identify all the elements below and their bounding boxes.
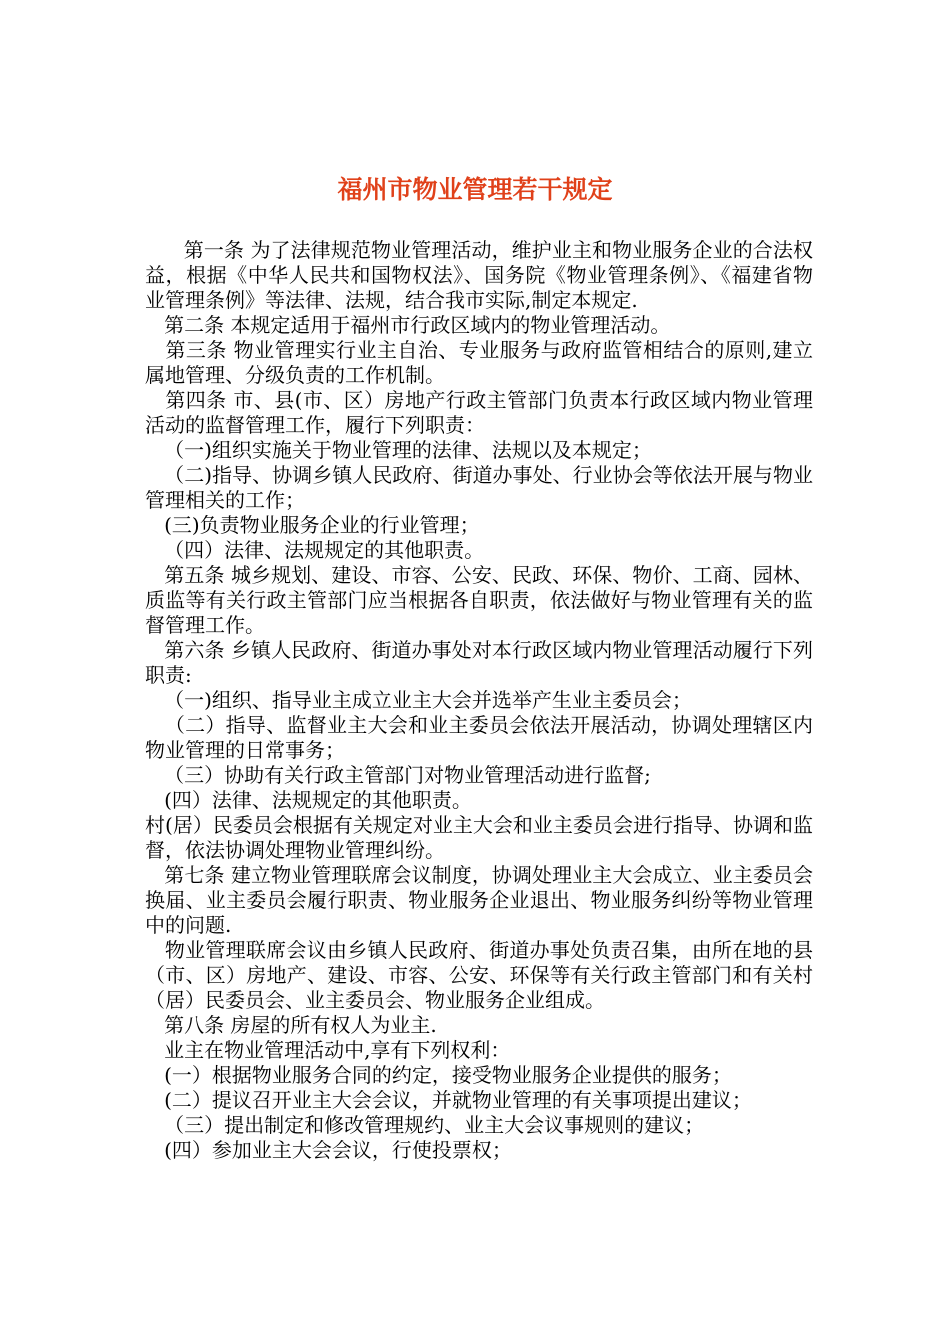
paragraph-article-6-item-1: （一)组织、指导业主成立业主大会并选举产生业主委员会； — [145, 688, 692, 712]
paragraph-article-8-item-1: (一）根据物业服务合同的约定，接受物业服务企业提供的服务； — [145, 1063, 732, 1087]
paragraph-article-4-item-1: （一)组织实施关于物业管理的法律、法规以及本规定； — [145, 438, 652, 462]
paragraph-article-8: 第八条 房屋的所有权人为业主. — [145, 1013, 437, 1037]
paragraph-article-8-item-2: (二）提议召开业主大会会议，并就物业管理的有关事项提出建议； — [145, 1088, 752, 1112]
paragraph-article-6-item-3: （三）协助有关行政主管部门对物业管理活动进行监督; — [145, 763, 651, 787]
document-body — [145, 238, 813, 1163]
paragraph-article-6-village: 村(居）民委员会根据有关规定对业主大会和业主委员会进行指导、协调和监督，依法协调处理物业管理纠纷。 — [145, 813, 813, 862]
paragraph-article-6-item-2: （二）指导、监督业主大会和业主委员会依法开展活动，协调处理辖区内物业管理的日常事务； — [145, 713, 814, 762]
paragraph-article-8-rights: 业主在物业管理活动中,享有下列权利： — [145, 1038, 511, 1062]
paragraph-article-3: 第三条 物业管理实行业主自治、专业服务与政府监管相结合的原则,建立属地管理、分级负责的工作机制。 — [145, 338, 813, 387]
paragraph-article-7-meeting: 物业管理联席会议由乡镇人民政府、街道办事处负责召集，由所在地的县（市、区）房地产、建设、市容、公安、环保等有关行政主管部门和有关村（居）民委员会、业主委员会、物业服务企业组成。 — [145, 938, 814, 1012]
paragraph-article-8-item-3: （三）提出制定和修改管理规约、业主大会议事规则的建议； — [145, 1113, 705, 1137]
paragraph-article-8-item-4: (四）参加业主大会会议，行使投票权； — [145, 1138, 512, 1162]
paragraph-article-4-item-3: (三)负责物业服务企业的行业管理； — [145, 513, 480, 537]
paragraph-article-4-item-4: （四）法律、法规规定的其他职责。 — [145, 538, 485, 562]
document-title: 福州市物业管理若干规定 — [337, 175, 613, 204]
paragraph-article-5: 第五条 城乡规划、建设、市容、公安、民政、环保、物价、工商、园林、质监等有关行政主管部门应当根据各自职责，依法做好与物业管理有关的监督管理工作。 — [145, 563, 813, 637]
paragraph-article-6-item-4: (四）法律、法规规定的其他职责。 — [145, 788, 472, 812]
paragraph-article-2: 第二条 本规定适用于福州市行政区域内的物业管理活动。 — [145, 313, 671, 337]
paragraph-article-1: 第一条 为了法律规范物业管理活动，维护业主和物业服务企业的合法权益，根据《中华人民共和国物权法》、国务院《物业管理条例》、《福建省物业管理条例》等法律、法规，结合我市实际,制定本规定. — [145, 238, 813, 312]
paragraph-article-7: 第七条 建立物业管理联席会议制度，协调处理业主大会成立、业主委员会换届、业主委员会履行职责、物业服务企业退出、物业服务纠纷等物业管理中的问题. — [145, 863, 813, 937]
paragraph-article-4-item-2: （二)指导、协调乡镇人民政府、街道办事处、行业协会等依法开展与物业管理相关的工作； — [145, 463, 813, 512]
paragraph-article-6: 第六条 乡镇人民政府、街道办事处对本行政区域内物业管理活动履行下列职责: — [145, 638, 813, 687]
paragraph-article-4: 第四条 市、县(市、区）房地产行政主管部门负责本行政区域内物业管理活动的监督管理工作，履行下列职责： — [145, 388, 813, 437]
